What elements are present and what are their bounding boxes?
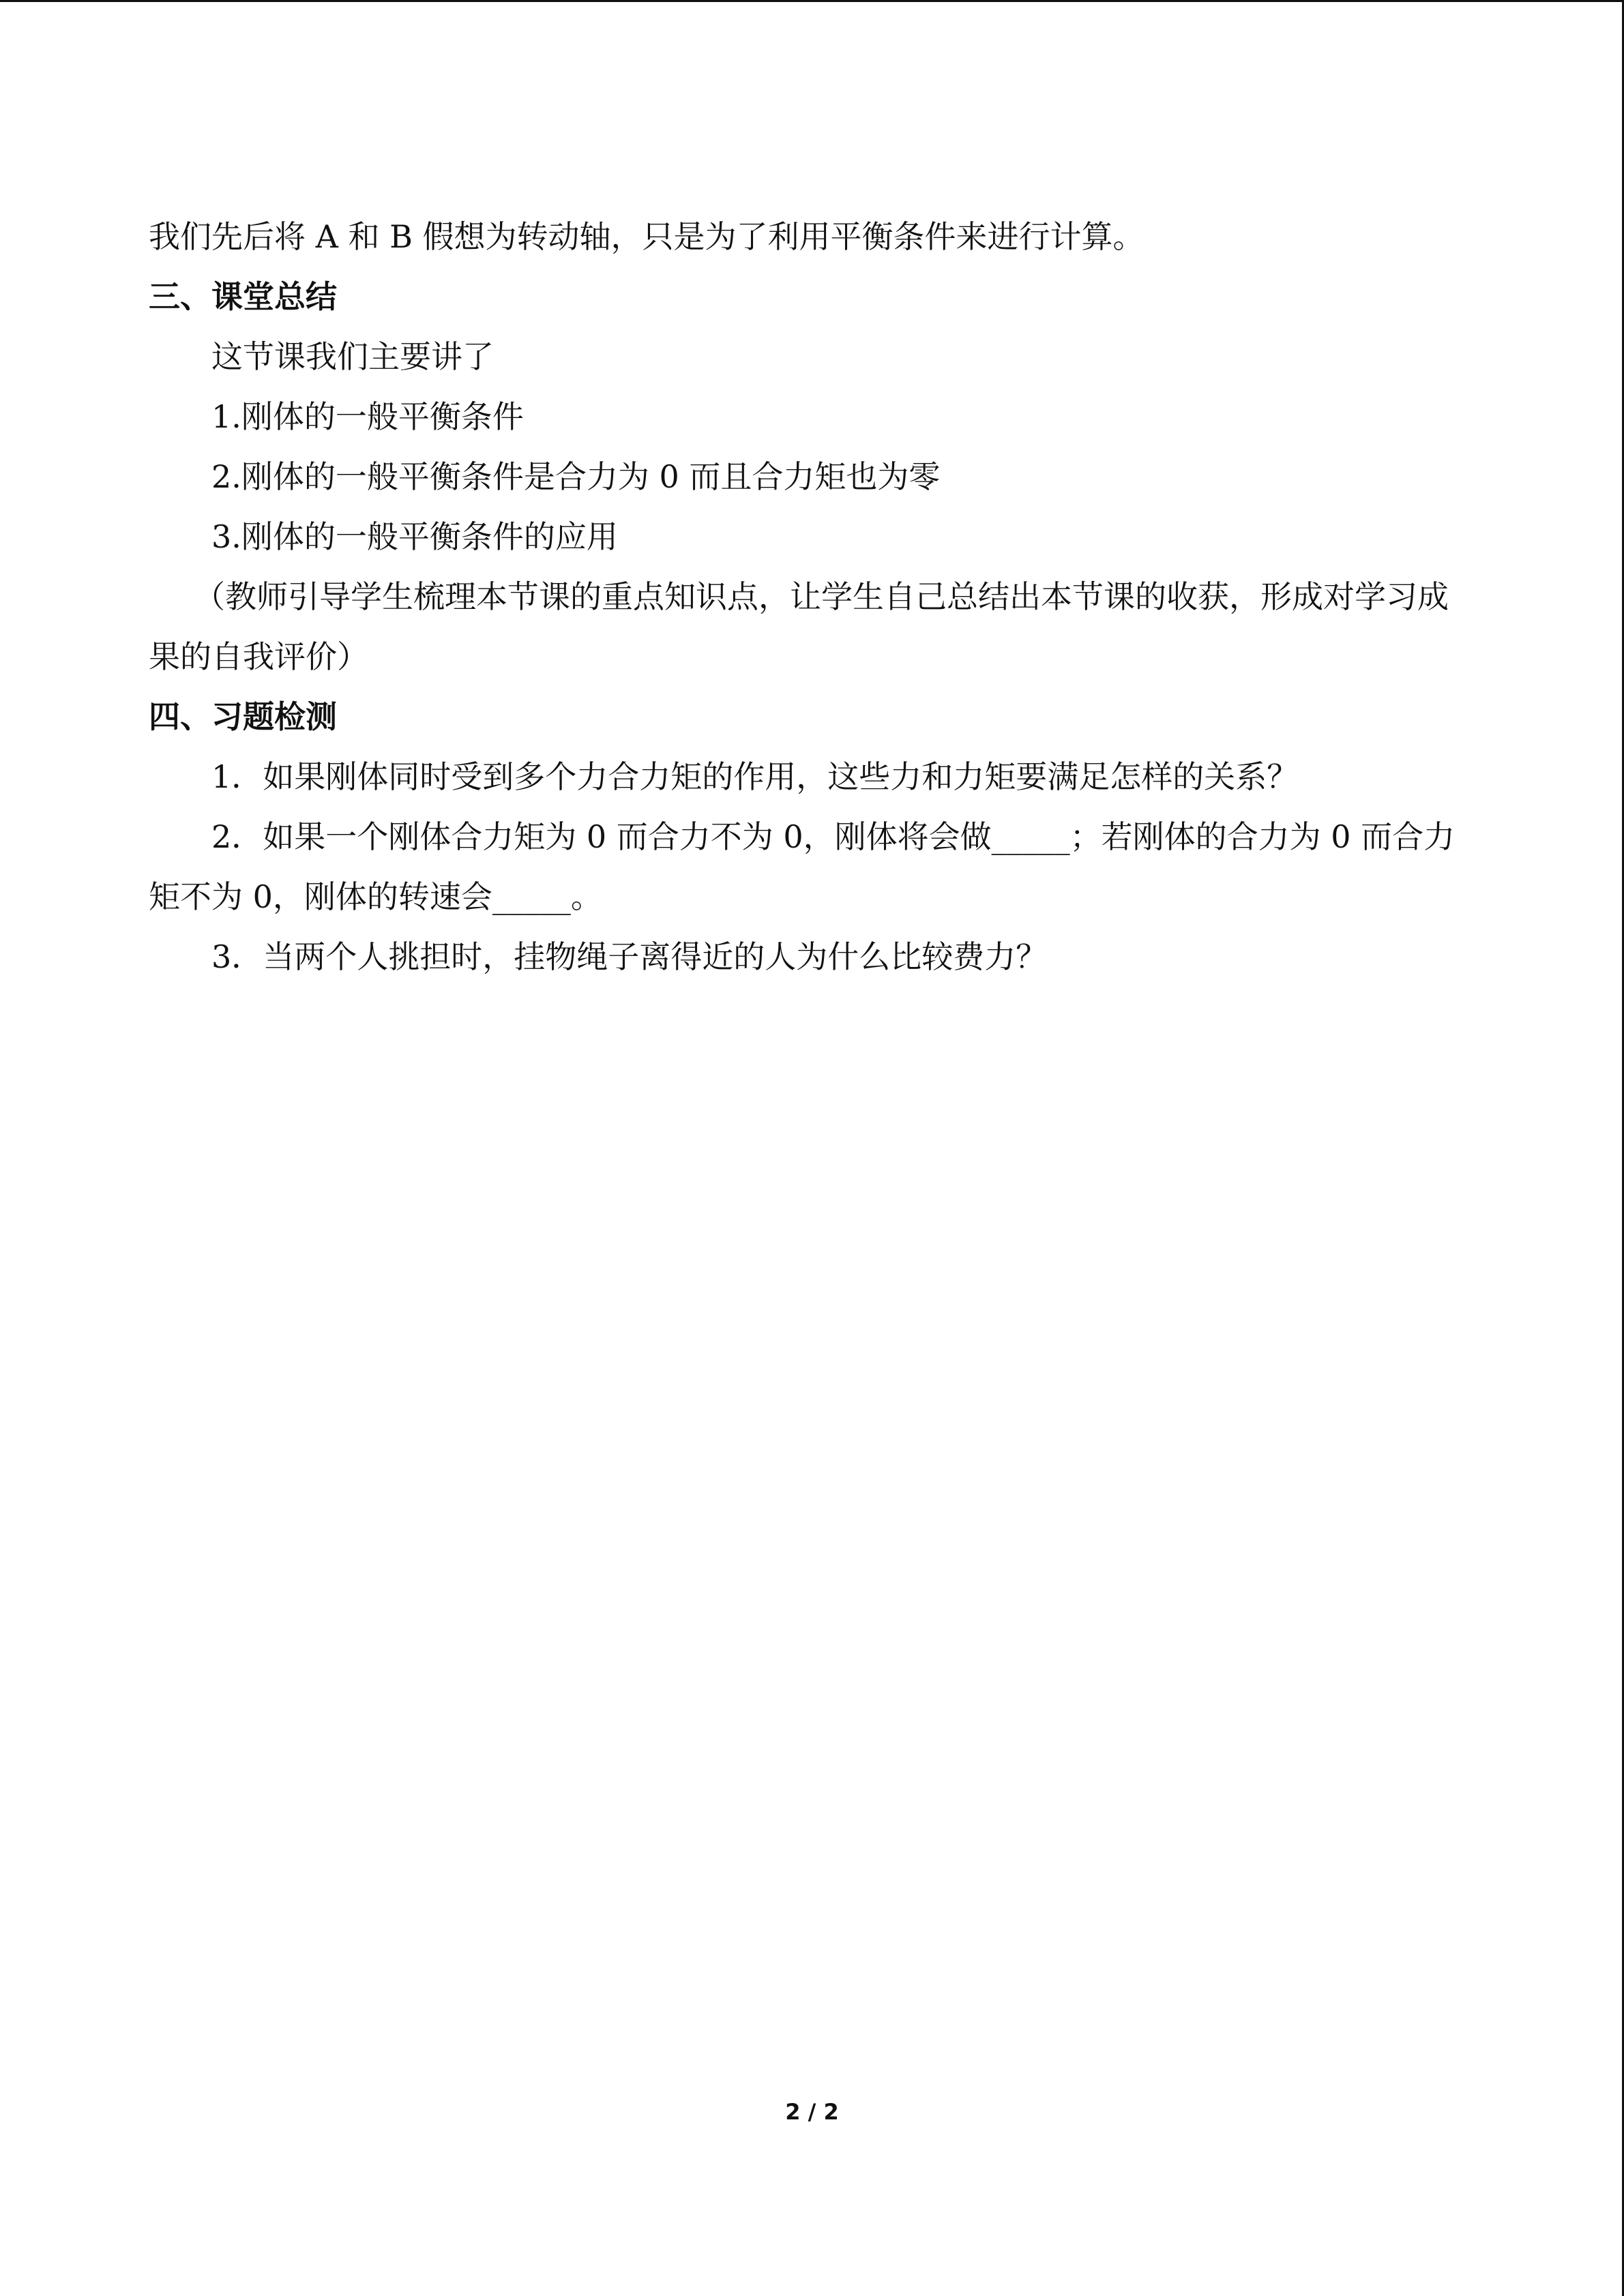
page-number: 2 / 2 [785, 2099, 839, 2125]
section-heading-summary: 三、课堂总结 [149, 278, 337, 315]
summary-lead: 这节课我们主要讲了 [211, 338, 494, 375]
summary-item-1: 1.刚体的一般平衡条件 [211, 398, 524, 435]
question-2: 2．如果一个刚体合力矩为 0 而合力不为 0，刚体将会做_____；若刚体的合力为 0 而合力矩不为 0，刚体的转速会_____。 [149, 818, 1456, 915]
summary-item-3: 3.刚体的一般平衡条件的应用 [211, 518, 618, 555]
intro-line: 我们先后将 A 和 B 假想为转动轴，只是为了利用平衡条件来进行计算。 [149, 218, 1145, 255]
summary-item-2: 2.刚体的一般平衡条件是合力为 0 而且合力矩也为零 [211, 458, 941, 495]
teacher-note: （教师引导学生梳理本节课的重点知识点，让学生自己总结出本节课的收获，形成对学习成果的自我评价） [149, 578, 1449, 675]
question-3: 3．当两个人挑担时，挂物绳子离得近的人为什么比较费力？ [211, 938, 1048, 975]
section-heading-exercises: 四、习题检测 [149, 698, 337, 735]
question-1: 1．如果刚体同时受到多个力合力矩的作用，这些力和力矩要满足怎样的关系？ [211, 758, 1299, 795]
page-content [149, 207, 1458, 987]
